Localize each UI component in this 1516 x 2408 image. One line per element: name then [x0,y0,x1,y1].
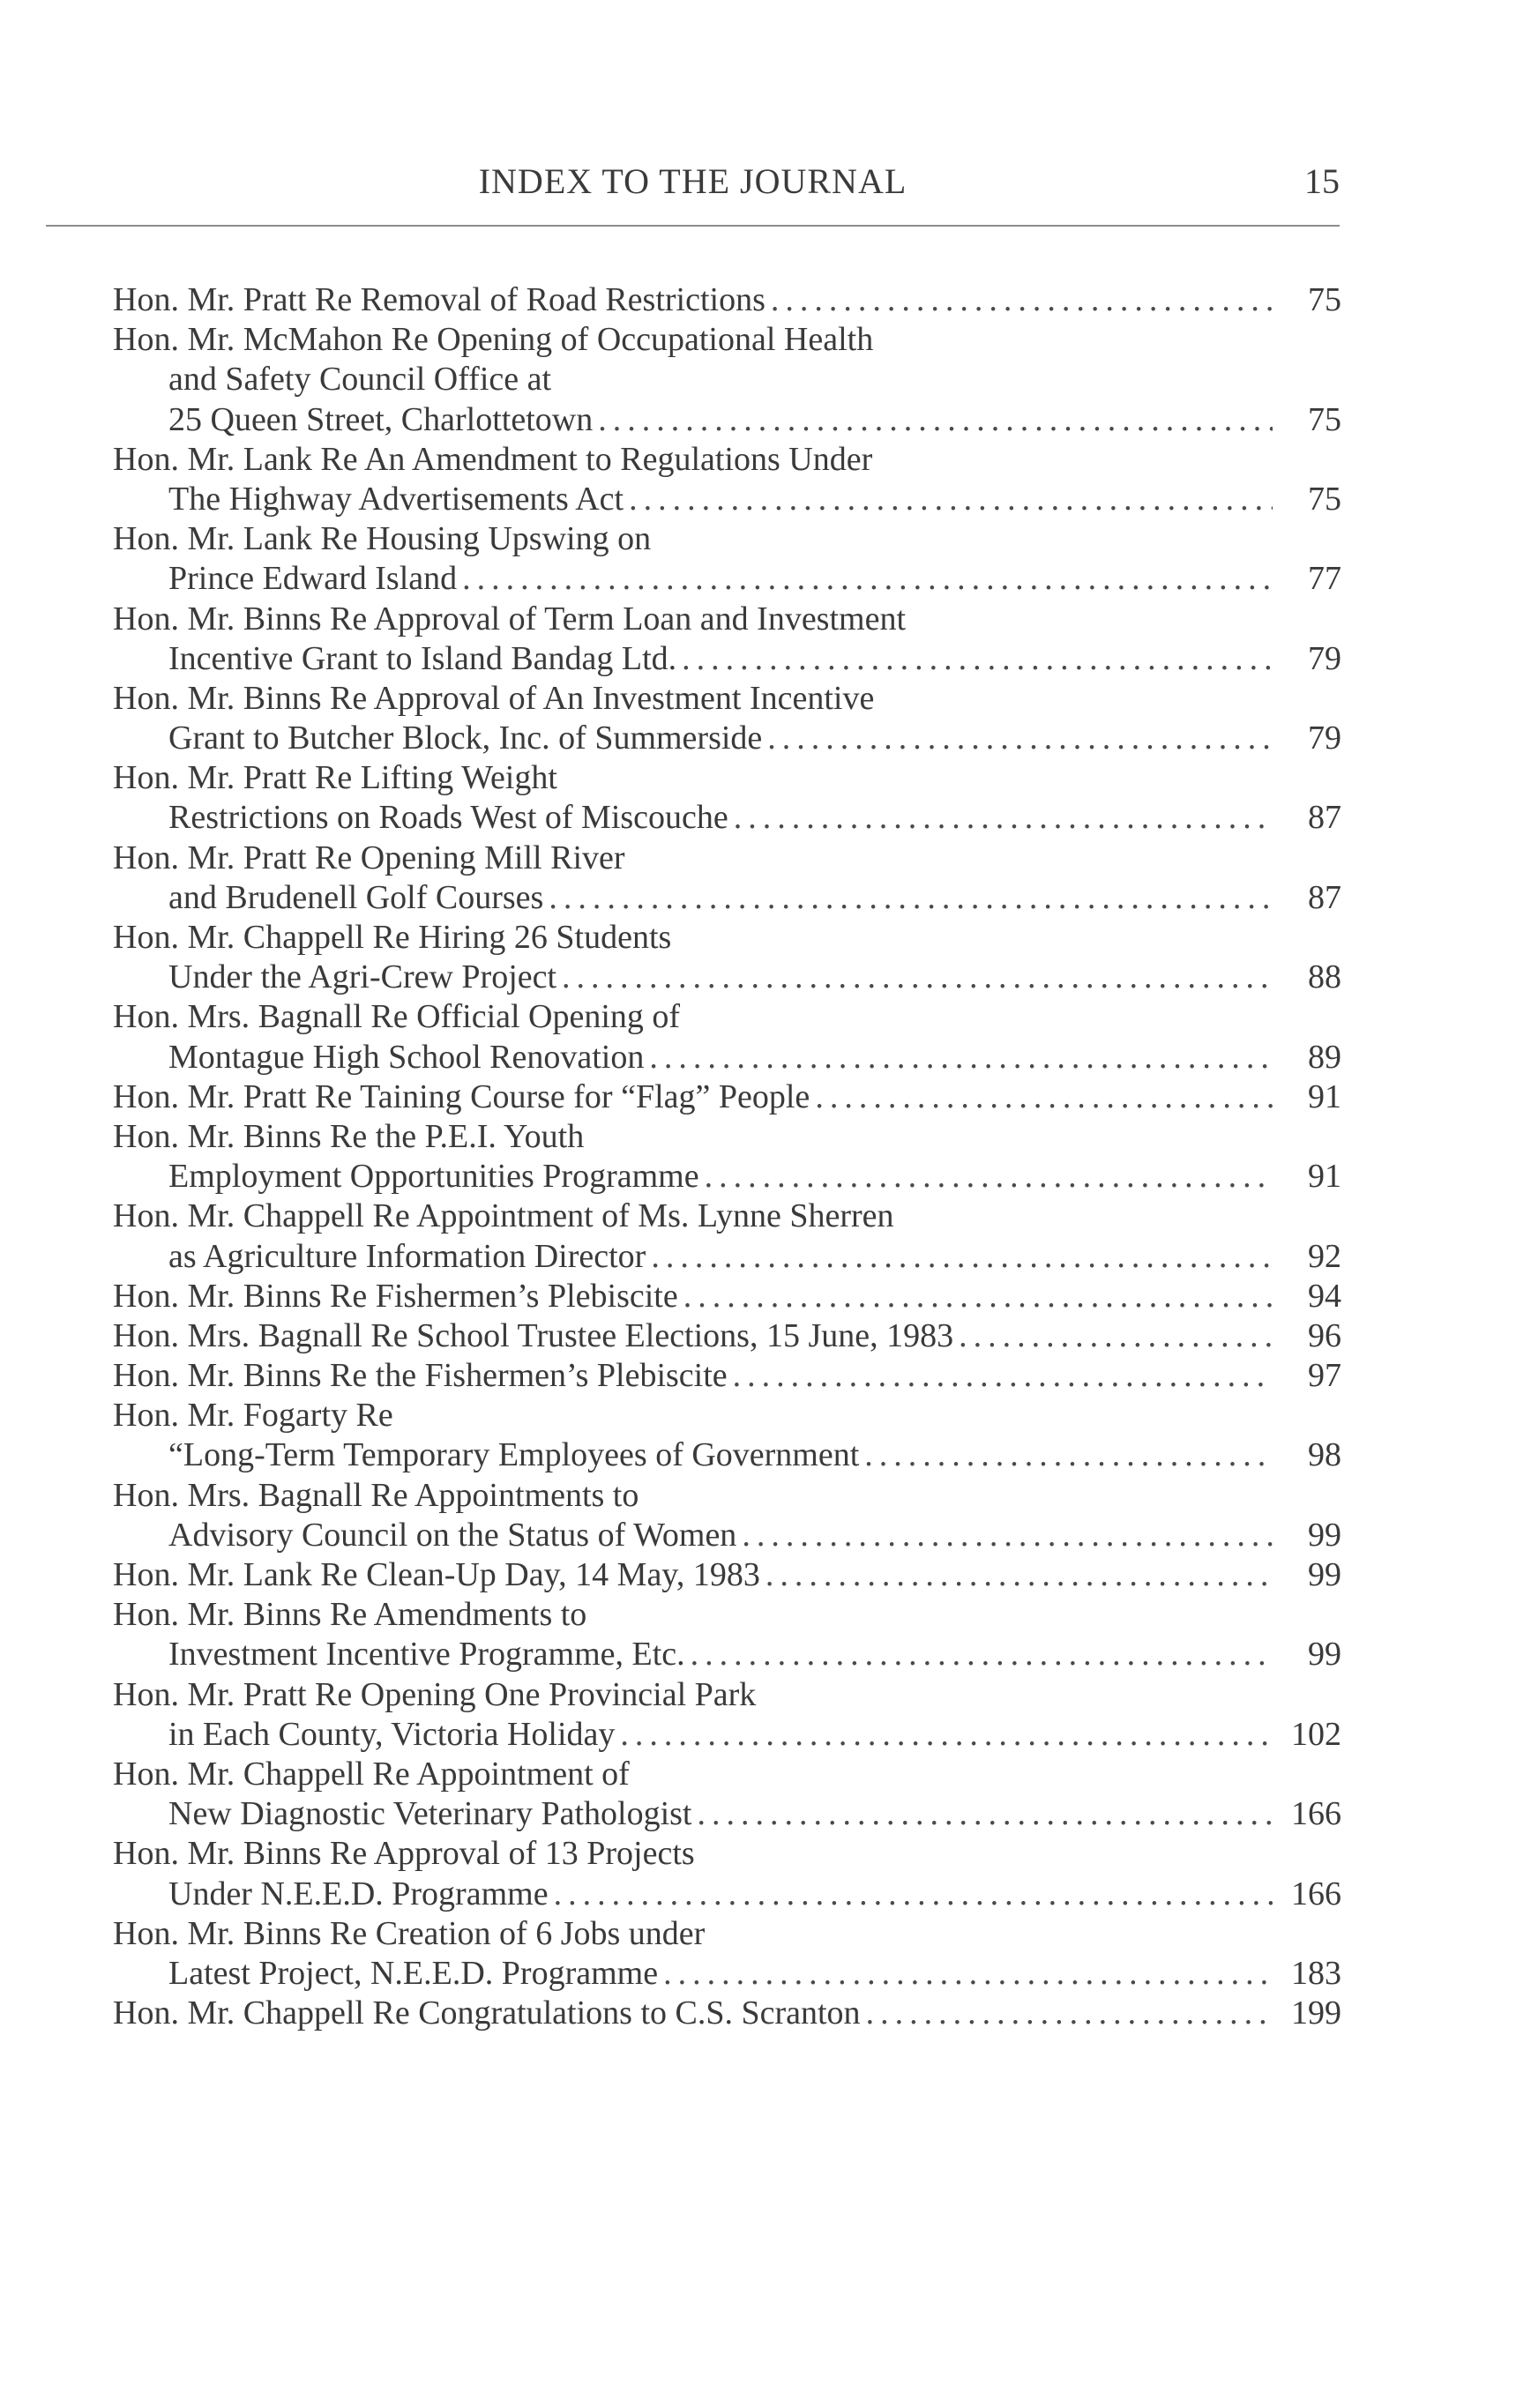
entry-text: Hon. Mr. Pratt Re Opening Mill River [113,839,625,876]
entry-text: and Brudenell Golf Courses [168,878,544,916]
entry-page-number: 102 [1291,1715,1341,1753]
entry-line [113,1994,1341,2033]
index-entry [113,1277,1341,1316]
entry-line [113,1834,1341,1874]
index-entry [113,1755,1341,1834]
entry-page-number: 75 [1308,400,1341,438]
entry-line [113,440,1341,480]
dot-leader [742,1516,1273,1555]
entry-page-number: 166 [1291,1795,1341,1833]
entry-line [113,1396,1341,1435]
index-entry [113,1834,1341,1913]
index-entry [113,1316,1341,1356]
entry-continuation-line [113,360,1341,399]
entry-page-number: 166 [1291,1875,1341,1912]
entry-continuation-line [113,1954,1341,1994]
dot-leader [562,958,1273,997]
entry-text: Hon. Mr. Binns Re Amendments to [113,1596,587,1634]
entry-text: Hon. Mrs. Bagnall Re Official Opening of [113,998,681,1036]
entry-text: Hon. Mr. Chappell Re Hiring 26 Students [113,919,672,956]
dot-leader [462,559,1273,599]
header-rule [46,225,1340,227]
entry-continuation-line [113,1516,1341,1555]
entry-line [113,918,1341,958]
entry-line [113,1077,1341,1117]
index-entry [113,1595,1341,1674]
index-entry [113,918,1341,997]
entry-continuation-line [113,1715,1341,1755]
entry-line [113,1914,1341,1954]
index-entry [113,280,1341,320]
entry-line [113,839,1341,878]
index-entry [113,600,1341,679]
entry-text: Hon. Mr. Binns Re Fishermen’s Plebiscite [113,1277,678,1315]
entry-line [113,1476,1341,1516]
entry-text: Hon. Mrs. Bagnall Re Appointments to [113,1476,639,1514]
entry-page-number: 199 [1291,1994,1341,2032]
dot-leader [598,400,1273,440]
dot-leader [767,719,1273,758]
dot-leader [734,798,1273,838]
entry-text: Grant to Butcher Block, Inc. of Summerside [168,719,763,757]
index-entry [113,1476,1341,1555]
index-entries [113,280,1341,2033]
entry-continuation-line [113,480,1341,519]
entry-text: Hon. Mr. Binns Re Creation of 6 Jobs under [113,1914,706,1952]
running-header [46,155,1340,208]
entry-page-number: 75 [1308,480,1341,518]
index-entry [113,758,1341,838]
dot-leader [733,1356,1273,1396]
entry-continuation-line [113,1875,1341,1914]
entry-continuation-line [113,1435,1341,1475]
entry-line [113,1117,1341,1157]
dot-leader [697,1794,1273,1834]
entry-continuation-line [113,958,1341,997]
entry-text: Hon. Mr. Pratt Re Opening One Provincial Park [113,1675,757,1713]
index-entry [113,519,1341,599]
entry-line [113,679,1341,719]
dot-leader [959,1316,1273,1356]
entry-text: Restrictions on Roads West of Miscouche [168,799,728,837]
entry-line [113,1197,1341,1236]
entry-text: Hon. Mr. Pratt Re Lifting Weight [113,759,557,797]
entry-page-number: 96 [1308,1316,1341,1354]
entry-line [113,519,1341,559]
entry-page-number: 87 [1308,878,1341,916]
entry-continuation-line [113,719,1341,758]
entry-page-number: 97 [1308,1357,1341,1395]
dot-leader [629,480,1273,519]
entry-page-number: 91 [1308,1158,1341,1196]
dot-leader [663,1954,1273,1994]
entry-text: The Highway Advertisements Act [168,480,624,518]
index-entry [113,440,1341,519]
entry-text: Prince Edward Island [168,560,458,598]
entry-text: Employment Opportunities Programme [168,1158,699,1196]
entry-page-number: 79 [1308,639,1341,677]
entry-line [113,1316,1341,1356]
entry-page-number: 99 [1308,1556,1341,1593]
entry-page-number: 77 [1308,560,1341,598]
entry-line [113,280,1341,320]
dot-leader [649,1038,1273,1077]
dot-leader [554,1875,1273,1914]
entry-page-number: 99 [1308,1516,1341,1554]
entry-continuation-line [113,559,1341,599]
entry-text: as Agriculture Information Director [168,1237,646,1275]
dot-leader [683,1277,1273,1316]
entry-line [113,758,1341,798]
dot-leader [765,1555,1273,1595]
index-entry [113,1555,1341,1595]
entry-text: Advisory Council on the Status of Women [168,1516,737,1554]
entry-text: New Diagnostic Veterinary Pathologist [168,1795,692,1833]
dot-leader [771,280,1273,320]
entry-text: Hon. Mr. Chappell Re Appointment of Ms. Lynne Sherren [113,1197,894,1235]
index-entry [113,1077,1341,1117]
entry-line [113,320,1341,360]
entry-page-number: 79 [1308,719,1341,757]
entry-continuation-line [113,400,1341,440]
entry-page-number: 94 [1308,1277,1341,1315]
entry-text: Hon. Mr. Pratt Re Removal of Road Restrictions [113,281,765,318]
entry-text: Hon. Mr. Binns Re the P.E.I. Youth [113,1117,585,1155]
dot-leader [651,1237,1273,1277]
index-entry [113,1356,1341,1396]
index-entry [113,320,1341,440]
entry-continuation-line [113,1794,1341,1834]
entry-text: Latest Project, N.E.E.D. Programme [168,1954,659,1992]
index-entry [113,1117,1341,1197]
entry-continuation-line [113,878,1341,918]
entry-continuation-line [113,798,1341,838]
index-entry [113,1675,1341,1755]
dot-leader [682,639,1273,679]
entry-text: Hon. Mr. Binns Re Approval of An Investment Incentive [113,679,875,717]
entry-text: Hon. Mr. McMahon Re Opening of Occupational Health [113,321,874,359]
index-entry [113,997,1341,1077]
index-entry [113,1994,1341,2033]
entry-text: Investment Incentive Programme, Etc. [168,1636,685,1674]
entry-text: Hon. Mr. Fogarty Re [113,1397,393,1435]
entry-text: Montague High School Renovation [168,1038,645,1076]
entry-page-number: 98 [1308,1436,1341,1474]
index-entry [113,679,1341,758]
entry-text: Incentive Grant to Island Bandag Ltd. [168,639,677,677]
entry-text: Hon. Mr. Chappell Re Congratulations to C.S. Scranton [113,1994,861,2032]
dot-leader [620,1715,1273,1755]
entry-line [113,1277,1341,1316]
page-title: INDEX TO THE JOURNAL [478,161,907,201]
dot-leader [691,1635,1273,1674]
index-entry [113,1396,1341,1475]
entry-text: Hon. Mr. Chappell Re Appointment of [113,1755,630,1793]
entry-continuation-line [113,1237,1341,1277]
entry-page-number: 75 [1308,281,1341,318]
dot-leader [866,1994,1273,2033]
entry-page-number: 89 [1308,1038,1341,1076]
entry-page-number: 92 [1308,1237,1341,1275]
entry-line [113,1356,1341,1396]
entry-text: Hon. Mr. Pratt Re Taining Course for “Flag” People [113,1077,810,1115]
dot-leader [549,878,1273,918]
entry-line [113,1555,1341,1595]
dot-leader [815,1077,1273,1117]
entry-continuation-line [113,1157,1341,1197]
entry-page-number: 183 [1291,1954,1341,1992]
entry-line [113,997,1341,1037]
entry-page-number: 88 [1308,958,1341,996]
dot-leader [705,1157,1273,1197]
entry-continuation-line [113,1635,1341,1674]
entry-text: Hon. Mr. Binns Re Approval of Term Loan and Investment [113,600,907,637]
entry-text: 25 Queen Street, Charlottetown [168,400,594,438]
dot-leader [864,1435,1273,1475]
index-entry [113,1914,1341,1994]
entry-text: “Long-Term Temporary Employees of Government [168,1436,860,1474]
entry-line [113,1675,1341,1715]
entry-text: Under the Agri-Crew Project [168,958,557,996]
index-entry [113,839,1341,918]
entry-text: Under N.E.E.D. Programme [168,1875,549,1912]
entry-text: and Safety Council Office at [168,361,552,399]
entry-text: Hon. Mrs. Bagnall Re School Trustee Elections, 15 June, 1983 [113,1316,954,1354]
entry-line [113,600,1341,639]
index-entry [113,1197,1341,1276]
entry-continuation-line [113,1038,1341,1077]
page-number: 15 [1304,161,1340,201]
entry-text: in Each County, Victoria Holiday [168,1715,616,1753]
entry-page-number: 91 [1308,1077,1341,1115]
entry-continuation-line [113,639,1341,679]
entry-line [113,1755,1341,1794]
entry-page-number: 87 [1308,799,1341,837]
entry-text: Hon. Mr. Binns Re the Fishermen’s Plebiscite [113,1357,728,1395]
entry-text: Hon. Mr. Lank Re An Amendment to Regulations Under [113,440,873,478]
entry-text: Hon. Mr. Lank Re Clean-Up Day, 14 May, 1983 [113,1556,760,1593]
entry-text: Hon. Mr. Binns Re Approval of 13 Projects [113,1835,695,1873]
entry-line [113,1595,1341,1635]
entry-page-number: 99 [1308,1636,1341,1674]
entry-text: Hon. Mr. Lank Re Housing Upswing on [113,520,652,558]
